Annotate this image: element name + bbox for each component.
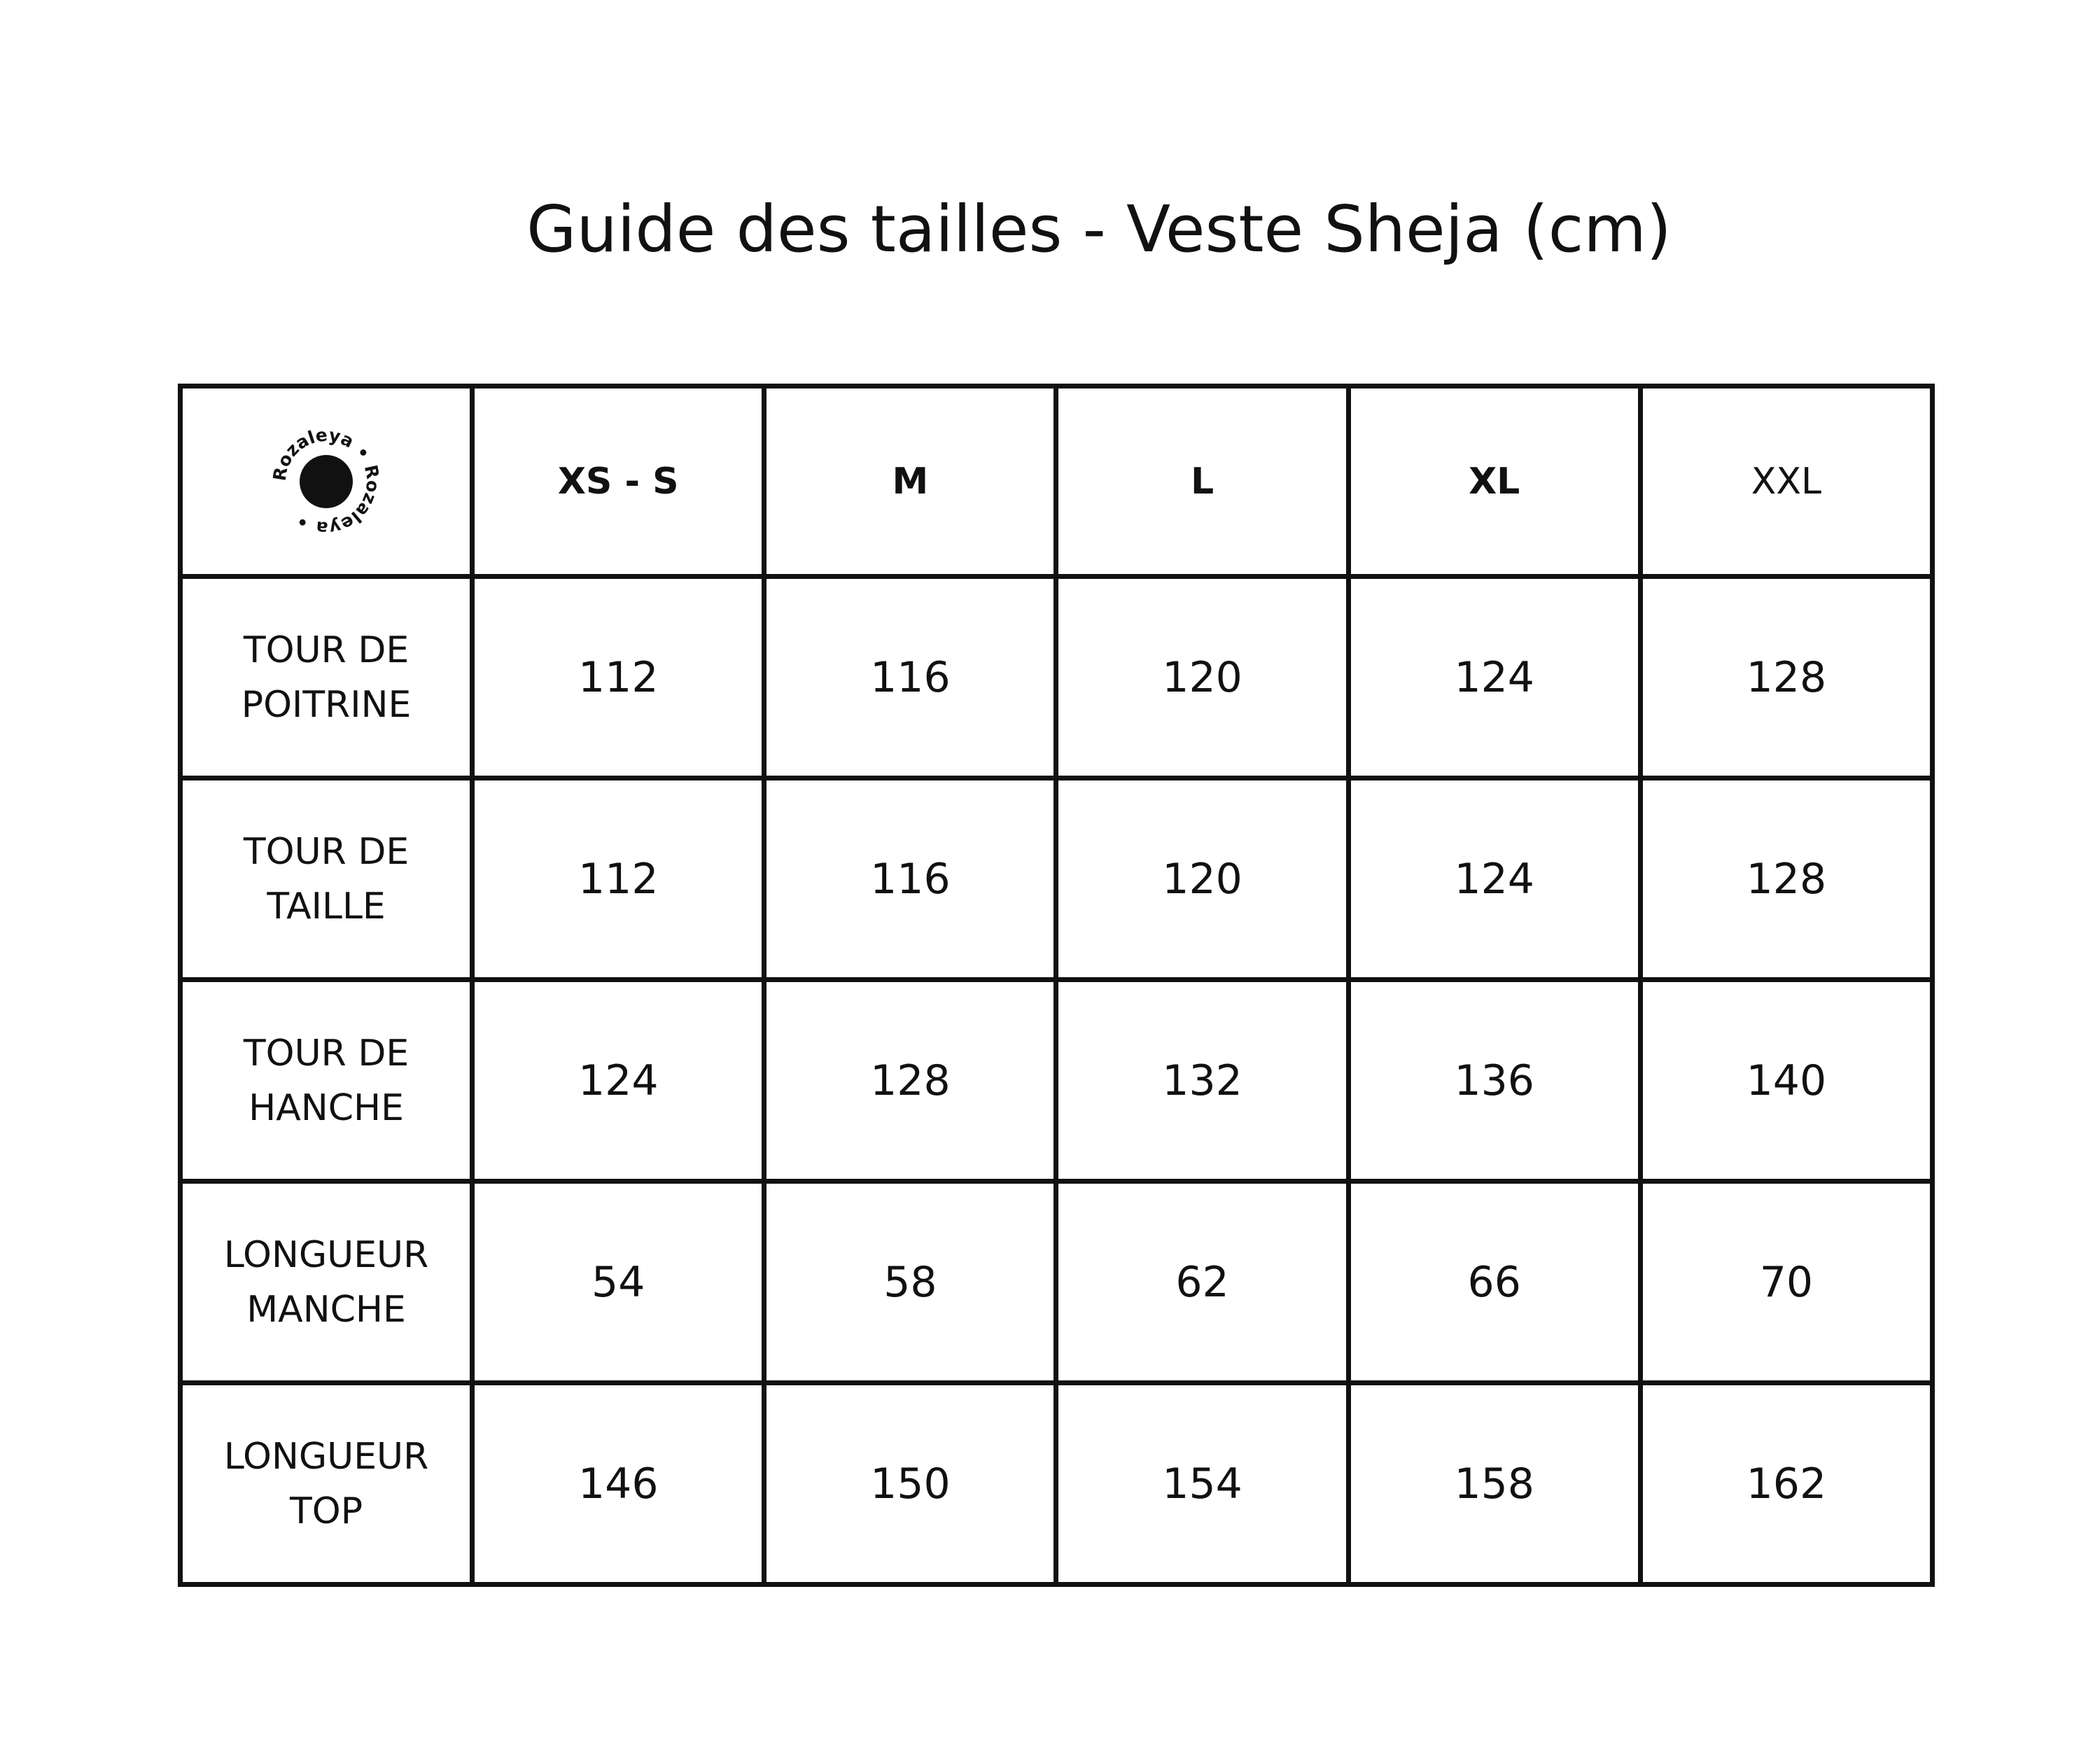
row-label-line: LONGUEUR [223, 1233, 429, 1276]
table-header-row [181, 386, 1933, 577]
table-cell: 58 [764, 1182, 1056, 1383]
size-header-m: M [764, 386, 1056, 577]
row-label-line: MANCHE [246, 1288, 406, 1331]
table-cell: 146 [472, 1383, 764, 1585]
row-label-longueur-top [181, 1383, 472, 1585]
rozaleya-logo-icon [267, 422, 386, 541]
table-cell: 158 [1348, 1383, 1640, 1585]
table-cell: 150 [764, 1383, 1056, 1585]
table-cell: 66 [1348, 1182, 1640, 1383]
row-label-line: LONGUEUR [223, 1435, 429, 1478]
row-label-tour-de-poitrine [181, 577, 472, 778]
table-cell: 128 [764, 980, 1056, 1182]
size-guide-table [178, 384, 1935, 1587]
table-row [181, 980, 1933, 1182]
table-cell: 120 [1056, 577, 1348, 778]
table-cell: 140 [1640, 980, 1932, 1182]
table-cell: 136 [1348, 980, 1640, 1182]
logo-cell [181, 386, 472, 577]
row-label-line: TOUR DE [243, 830, 410, 873]
row-label-tour-de-taille [181, 778, 472, 980]
page-title: Guide des tailles - Veste Sheja (cm) [526, 192, 1672, 267]
row-label-line: POITRINE [241, 683, 412, 726]
row-label-line: TOUR DE [243, 629, 410, 671]
table-cell: 54 [472, 1182, 764, 1383]
row-label-line: TOP [290, 1490, 363, 1532]
table-cell: 120 [1056, 778, 1348, 980]
size-header-xs-s: XS - S [472, 386, 764, 577]
table-cell: 62 [1056, 1182, 1348, 1383]
row-label-line: HANCHE [248, 1086, 404, 1129]
table-cell: 128 [1640, 577, 1932, 778]
table-row [181, 1182, 1933, 1383]
row-label-longueur-manche [181, 1182, 472, 1383]
table-cell: 112 [472, 778, 764, 980]
table-cell: 124 [472, 980, 764, 1182]
size-header-l: L [1056, 386, 1348, 577]
table-cell: 112 [472, 577, 764, 778]
table-cell: 154 [1056, 1383, 1348, 1585]
table-cell: 124 [1348, 778, 1640, 980]
table-row [181, 577, 1933, 778]
size-header-xxl: XXL [1640, 386, 1932, 577]
table-cell: 116 [764, 778, 1056, 980]
table-cell: 162 [1640, 1383, 1932, 1585]
table-cell: 116 [764, 577, 1056, 778]
svg-text:Rozaleya • Rozaleya •: Rozaleya • Rozaleya • [269, 424, 384, 538]
table-cell: 124 [1348, 577, 1640, 778]
size-header-xl: XL [1348, 386, 1640, 577]
row-label-line: TOUR DE [243, 1032, 410, 1074]
row-label-line: TAILLE [267, 885, 386, 927]
table-cell: 128 [1640, 778, 1932, 980]
row-label-tour-de-hanche [181, 980, 472, 1182]
table-cell: 132 [1056, 980, 1348, 1182]
table-row [181, 778, 1933, 980]
table-cell: 70 [1640, 1182, 1932, 1383]
table-row [181, 1383, 1933, 1585]
